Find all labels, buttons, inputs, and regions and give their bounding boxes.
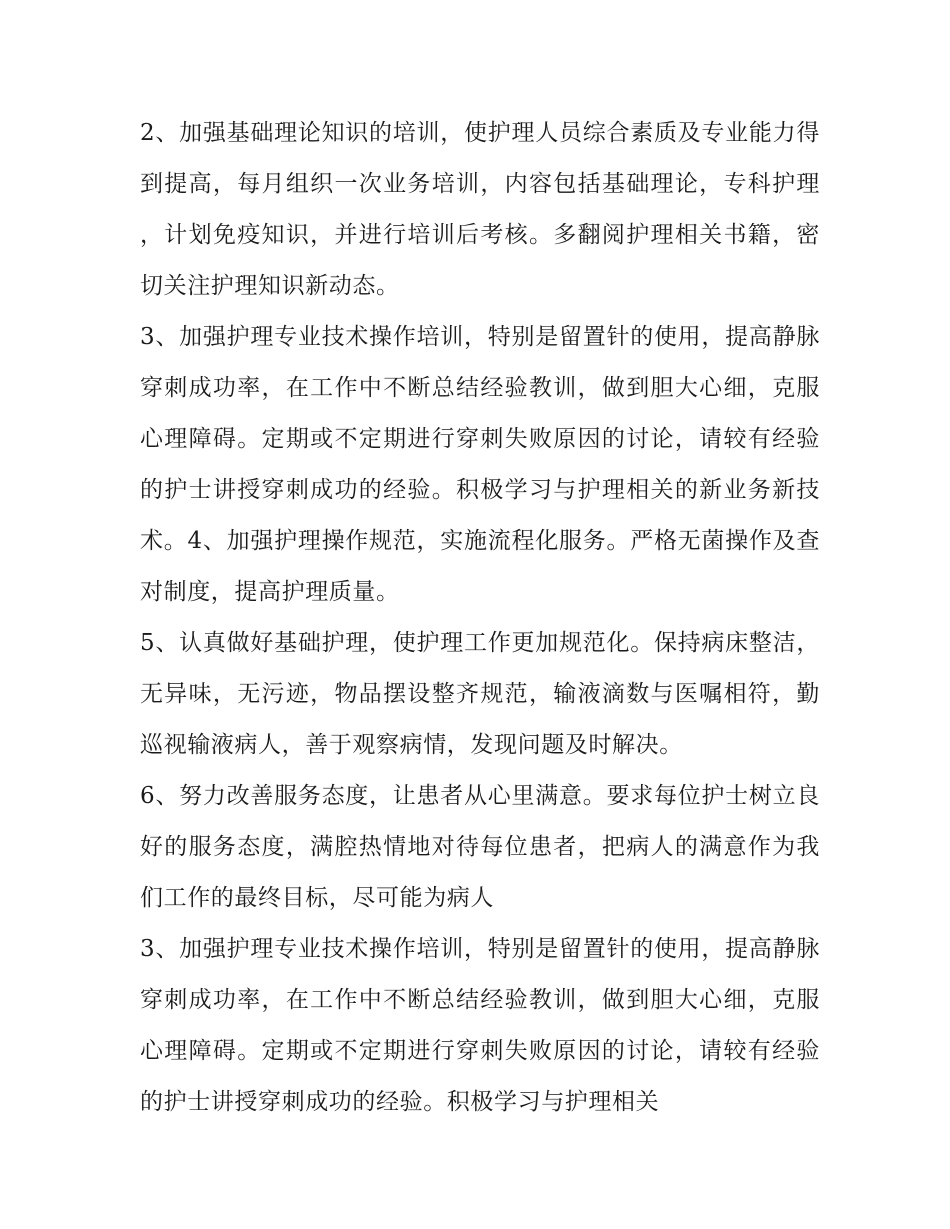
paragraph-item-6-service-attitude: 6、努力改善服务态度，让患者从心里满意。要求每位护士树立良好的服务态度，满腔热情地对待每位患者，把病人的满意作为我们工作的最终目标，尽可能为病人 <box>140 783 820 911</box>
document-body <box>140 108 820 1128</box>
paragraph-item-5-basic-nursing: 5、认真做好基础护理，使护理工作更加规范化。保持病床整洁，无异味，无污迹，物品摆设整齐规范，输液滴数与医嘱相符，勤巡视输液病人，善于观察病情，发现问题及时解决。 <box>140 630 820 758</box>
paragraph-item-3-repeated: 3、加强护理专业技术操作培训，特别是留置针的使用，提高静脉穿刺成功率，在工作中不断总结经验教训，做到胆大心细，克服心理障碍。定期或不定期进行穿刺失败原因的讨论，请较有经验的护士讲授穿刺成功的经验。积极学习与护理相关 <box>140 936 820 1115</box>
paragraph-item-2-basic-theory-training: 2、加强基础理论知识的培训，使护理人员综合素质及专业能力得到提高，每月组织一次业务培训，内容包括基础理论，专科护理，计划免疫知识，并进行培训后考核。多翻阅护理相关书籍，密切关注护理知识新动态。 <box>140 120 820 299</box>
paragraph-item-3-technical-operation-training: 3、加强护理专业技术操作培训，特别是留置针的使用，提高静脉穿刺成功率，在工作中不断总结经验教训，做到胆大心细，克服心理障碍。定期或不定期进行穿刺失败原因的讨论，请较有经验的护士讲授穿刺成功的经验。积极学习与护理相关的新业务新技术。4、加强护理操作规范，实施流程化服务。严格无菌操作及查对制度，提高护理质量。 <box>140 324 820 605</box>
